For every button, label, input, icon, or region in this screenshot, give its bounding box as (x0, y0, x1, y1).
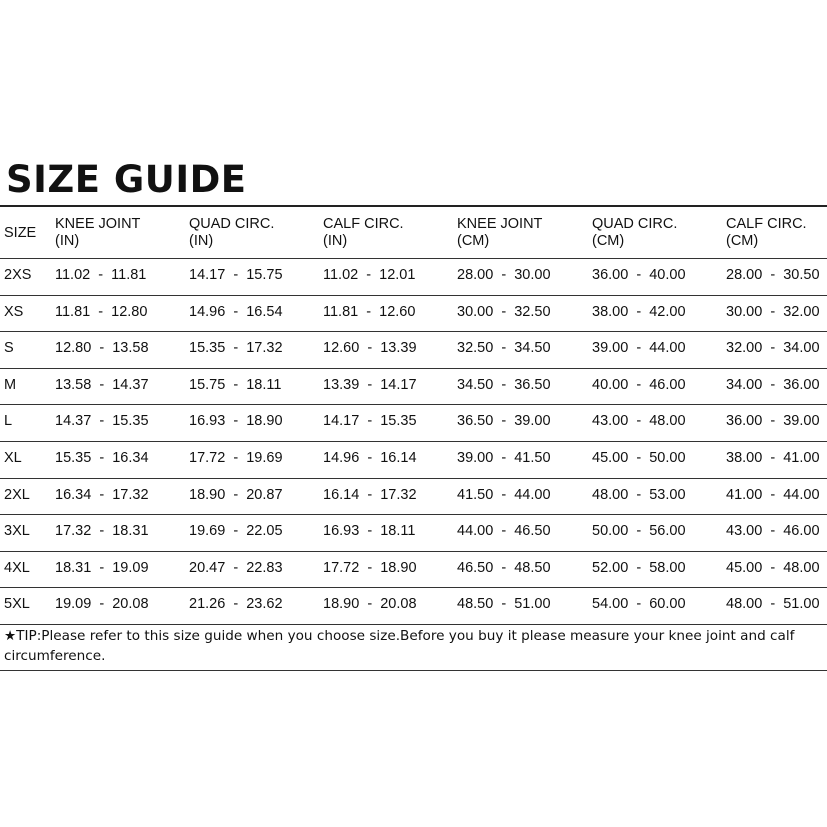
header-label: KNEE JOINT (457, 216, 543, 232)
measurement-cell: 21.26 - 23.62 (189, 596, 283, 612)
header-knee-joint-in (55, 216, 140, 250)
measurement-cell: 39.00 - 44.00 (592, 340, 686, 356)
measurement-cell: 41.50 - 44.00 (457, 487, 551, 503)
row-divider (0, 441, 827, 442)
header-calf-circ-in (323, 216, 404, 250)
measurement-cell: 14.17 - 15.75 (189, 267, 283, 283)
measurement-cell: 11.81 - 12.60 (323, 304, 416, 320)
tip-bottom-rule (0, 670, 827, 671)
row-divider (0, 404, 827, 405)
header-label: QUAD CIRC. (189, 216, 275, 232)
measurement-cell: 11.02 - 11.81 (55, 267, 147, 283)
size-cell: M (4, 377, 17, 393)
measurement-cell: 39.00 - 41.50 (457, 450, 551, 466)
measurement-cell: 48.00 - 51.00 (726, 596, 820, 612)
measurement-cell: 17.72 - 19.69 (189, 450, 283, 466)
table-bottom-rule (0, 624, 827, 625)
measurement-cell: 16.34 - 17.32 (55, 487, 149, 503)
measurement-cell: 15.35 - 16.34 (55, 450, 149, 466)
size-tip: ★TIP:Please refer to this size guide when you choose size.Before you buy it please measure your knee joint and calf circumference. (4, 628, 795, 664)
header-unit: (IN) (189, 233, 214, 249)
header-label: SIZE (4, 225, 37, 241)
measurement-cell: 43.00 - 48.00 (592, 413, 686, 429)
size-cell: 2XS (4, 267, 32, 283)
measurement-cell: 46.50 - 48.50 (457, 560, 551, 576)
measurement-cell: 20.47 - 22.83 (189, 560, 283, 576)
header-unit: (IN) (55, 233, 80, 249)
header-label: KNEE JOINT (55, 216, 141, 232)
header-unit: (CM) (726, 233, 759, 249)
header-quad-circ-in (189, 216, 274, 250)
measurement-cell: 16.93 - 18.90 (189, 413, 283, 429)
row-divider (0, 368, 827, 369)
measurement-cell: 41.00 - 44.00 (726, 487, 820, 503)
header-unit: (CM) (457, 233, 490, 249)
measurement-cell: 34.50 - 36.50 (457, 377, 551, 393)
measurement-cell: 16.93 - 18.11 (323, 523, 416, 539)
size-cell: 3XL (4, 523, 30, 539)
measurement-cell: 38.00 - 41.00 (726, 450, 820, 466)
measurement-cell: 17.72 - 18.90 (323, 560, 417, 576)
measurement-cell: 54.00 - 60.00 (592, 596, 686, 612)
measurement-cell: 48.00 - 53.00 (592, 487, 686, 503)
measurement-cell: 30.00 - 32.00 (726, 304, 820, 320)
measurement-cell: 16.14 - 17.32 (323, 487, 417, 503)
header-size (4, 225, 36, 242)
measurement-cell: 32.50 - 34.50 (457, 340, 551, 356)
measurement-cell: 45.00 - 50.00 (592, 450, 686, 466)
measurement-cell: 14.96 - 16.14 (323, 450, 417, 466)
header-quad-circ-cm (592, 216, 677, 250)
size-cell: 5XL (4, 596, 30, 612)
measurement-cell: 18.90 - 20.08 (323, 596, 417, 612)
measurement-cell: 18.90 - 20.87 (189, 487, 283, 503)
header-label: QUAD CIRC. (592, 216, 678, 232)
measurement-cell: 19.09 - 20.08 (55, 596, 149, 612)
measurement-cell: 40.00 - 46.00 (592, 377, 686, 393)
measurement-cell: 48.50 - 51.00 (457, 596, 551, 612)
measurement-cell: 38.00 - 42.00 (592, 304, 686, 320)
measurement-cell: 12.80 - 13.58 (55, 340, 149, 356)
row-divider (0, 551, 827, 552)
measurement-cell: 14.17 - 15.35 (323, 413, 417, 429)
measurement-cell: 43.00 - 46.00 (726, 523, 820, 539)
row-divider (0, 514, 827, 515)
measurement-cell: 32.00 - 34.00 (726, 340, 820, 356)
measurement-cell: 28.00 - 30.50 (726, 267, 820, 283)
measurement-cell: 12.60 - 13.39 (323, 340, 417, 356)
measurement-cell: 15.75 - 18.11 (189, 377, 282, 393)
measurement-cell: 11.81 - 12.80 (55, 304, 148, 320)
header-unit: (IN) (323, 233, 348, 249)
row-divider (0, 587, 827, 588)
measurement-cell: 15.35 - 17.32 (189, 340, 283, 356)
measurement-cell: 11.02 - 12.01 (323, 267, 416, 283)
size-cell: 4XL (4, 560, 30, 576)
size-cell: 2XL (4, 487, 30, 503)
table-top-rule (0, 205, 827, 207)
measurement-cell: 13.58 - 14.37 (55, 377, 149, 393)
measurement-cell: 36.00 - 39.00 (726, 413, 820, 429)
size-cell: XL (4, 450, 22, 466)
measurement-cell: 45.00 - 48.00 (726, 560, 820, 576)
row-divider (0, 478, 827, 479)
measurement-cell: 44.00 - 46.50 (457, 523, 551, 539)
page-title: SIZE GUIDE (6, 158, 247, 201)
row-divider (0, 331, 827, 332)
measurement-cell: 19.69 - 22.05 (189, 523, 283, 539)
measurement-cell: 36.00 - 40.00 (592, 267, 686, 283)
measurement-cell: 50.00 - 56.00 (592, 523, 686, 539)
measurement-cell: 17.32 - 18.31 (55, 523, 149, 539)
size-cell: L (4, 413, 13, 429)
size-cell: XS (4, 304, 24, 320)
measurement-cell: 34.00 - 36.00 (726, 377, 820, 393)
measurement-cell: 14.37 - 15.35 (55, 413, 149, 429)
row-divider (0, 295, 827, 296)
header-unit: (CM) (592, 233, 625, 249)
header-knee-joint-cm (457, 216, 542, 250)
size-cell: S (4, 340, 14, 356)
header-calf-circ-cm (726, 216, 807, 250)
measurement-cell: 30.00 - 32.50 (457, 304, 551, 320)
measurement-cell: 14.96 - 16.54 (189, 304, 283, 320)
measurement-cell: 36.50 - 39.00 (457, 413, 551, 429)
measurement-cell: 18.31 - 19.09 (55, 560, 149, 576)
header-label: CALF CIRC. (726, 216, 807, 232)
measurement-cell: 52.00 - 58.00 (592, 560, 686, 576)
measurement-cell: 28.00 - 30.00 (457, 267, 551, 283)
header-label: CALF CIRC. (323, 216, 404, 232)
measurement-cell: 13.39 - 14.17 (323, 377, 417, 393)
row-divider (0, 258, 827, 259)
